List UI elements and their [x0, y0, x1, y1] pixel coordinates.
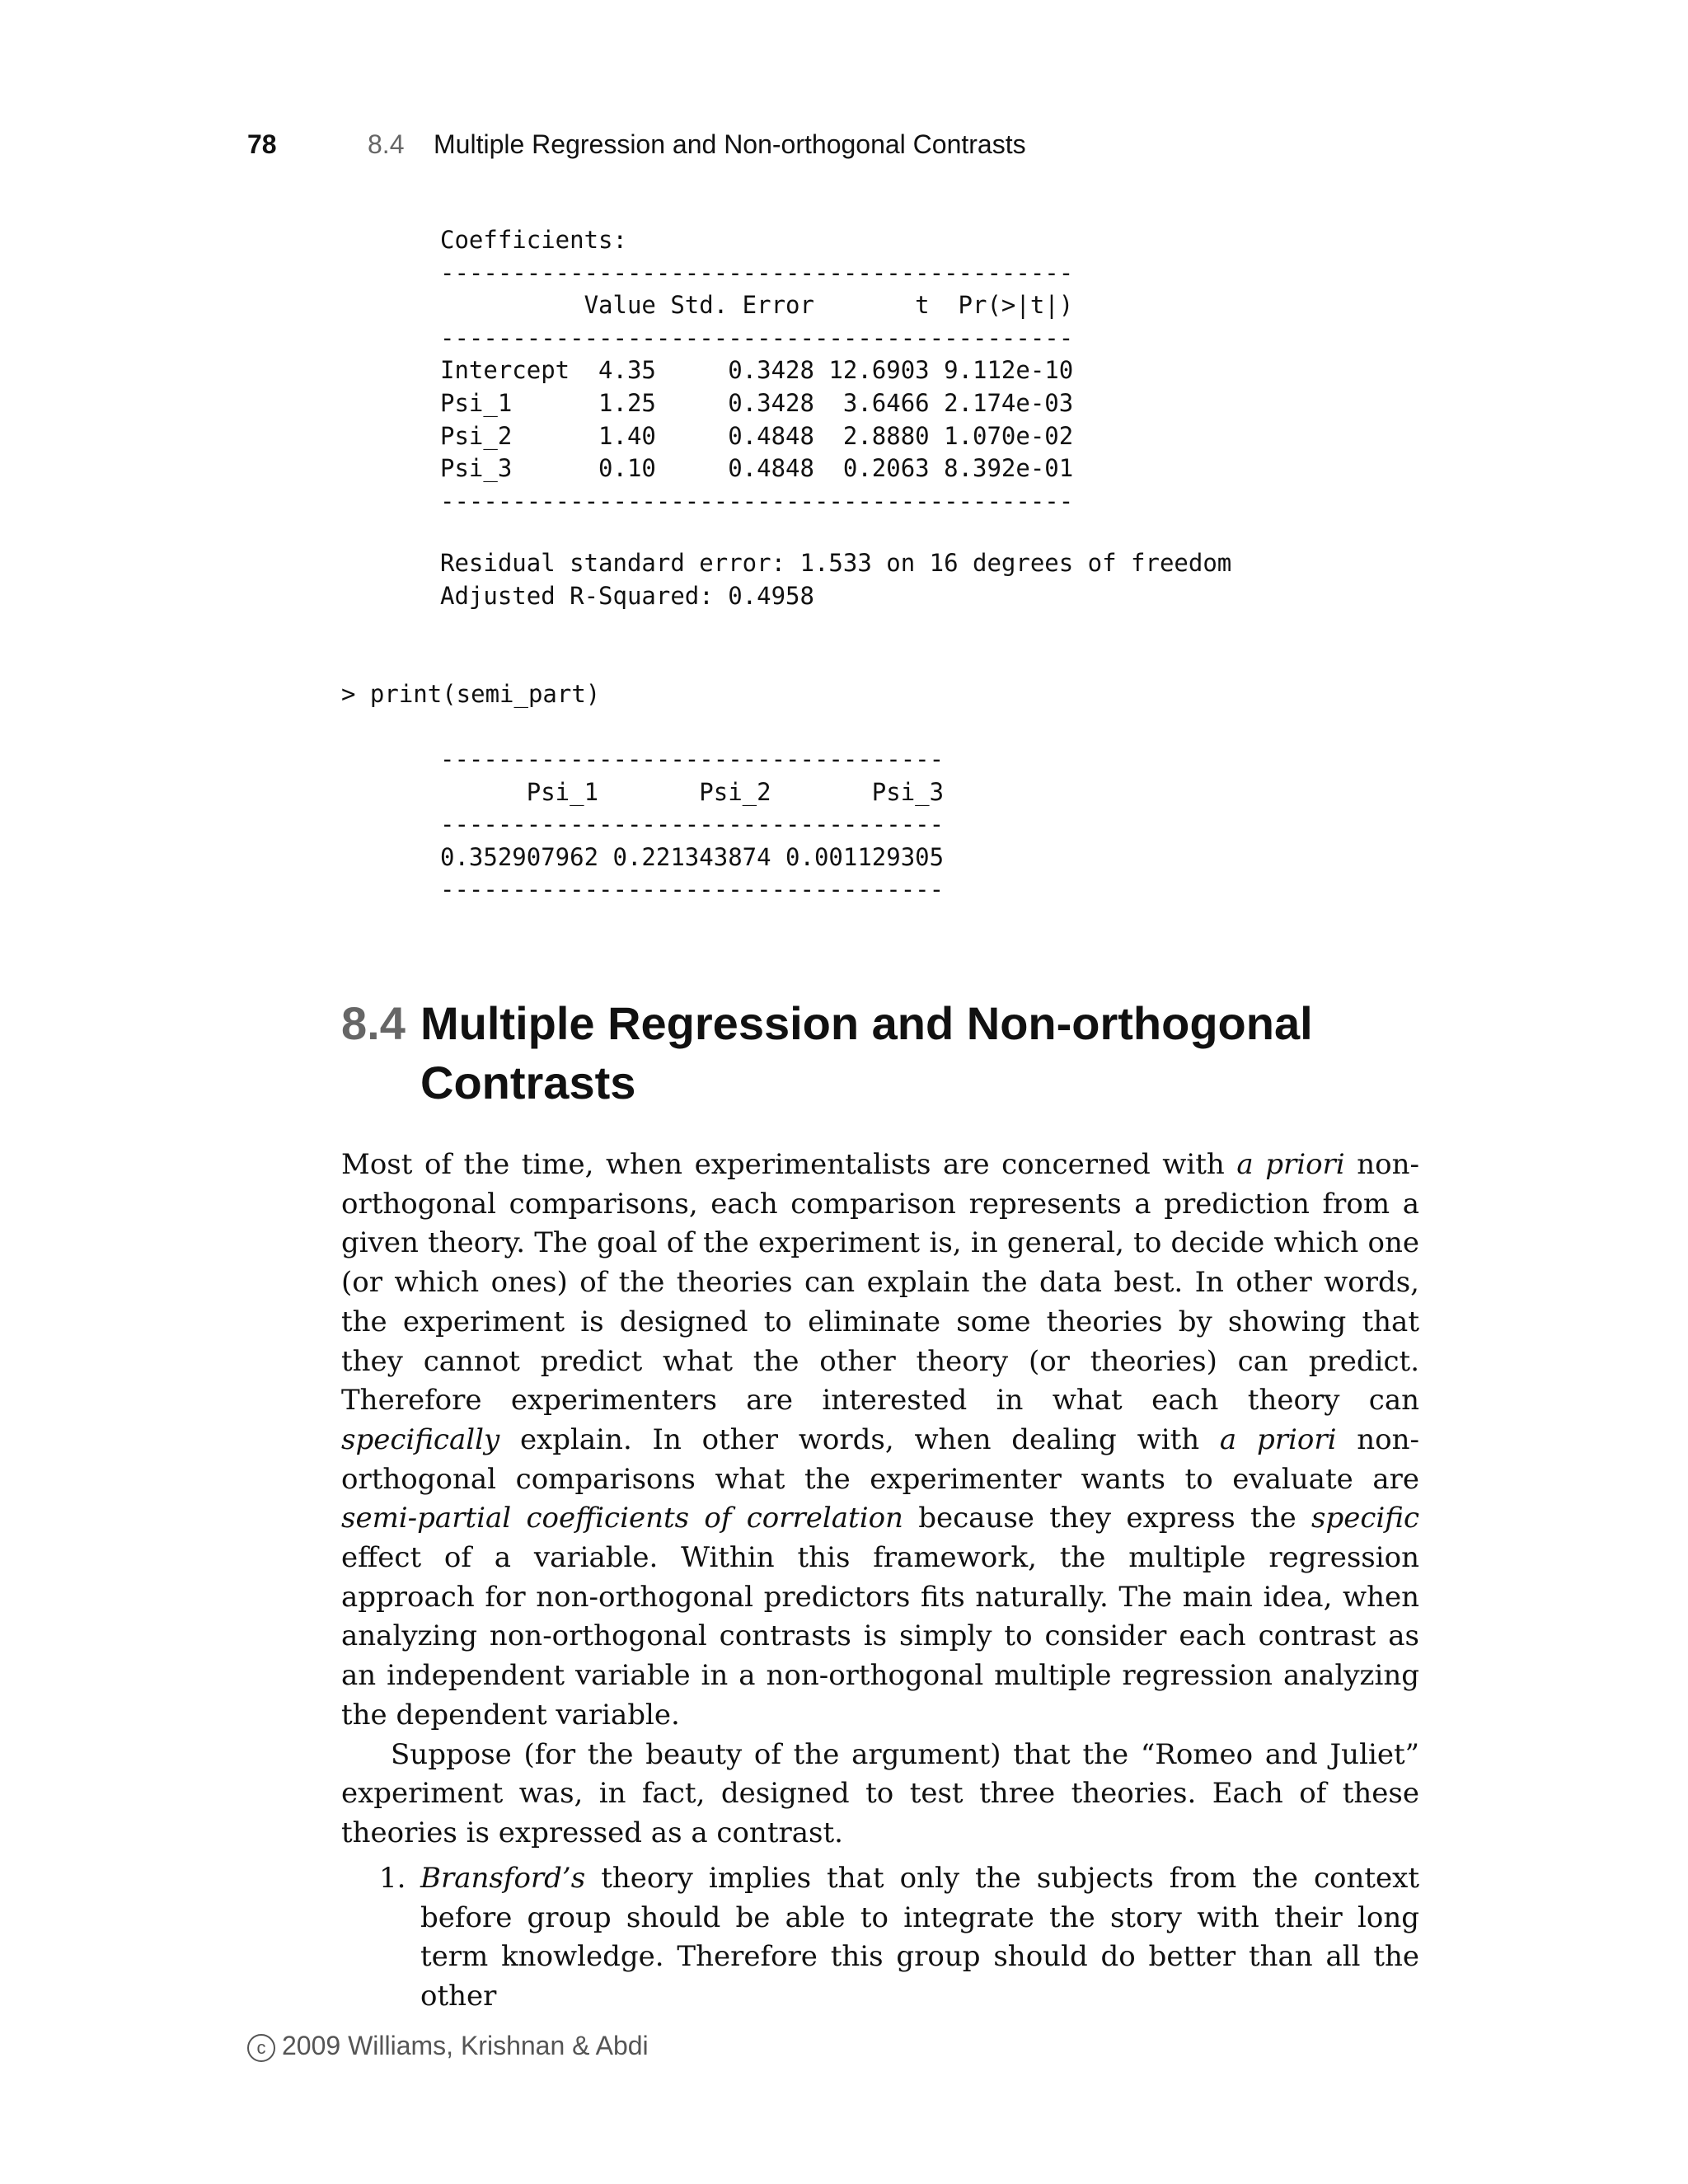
copyright-icon: c [247, 2034, 275, 2062]
coefficients-line: Psi_1 1.25 0.3428 3.6466 2.174e-03 [440, 388, 1074, 417]
paragraph-2 [341, 1736, 1419, 1854]
italic-run: semi-partial coefficients of correlation [341, 1502, 903, 1535]
text-run: non-orthogonal comparisons what the experimenter wants to evaluate are [341, 1422, 1419, 1496]
coefficients-line: Intercept 4.35 0.3428 12.6903 9.112e-10 [440, 356, 1074, 385]
semi-partial-output [440, 743, 944, 907]
paragraph-1 [341, 1146, 1419, 1736]
italic-run: Bransford’s [420, 1862, 586, 1895]
semi-partial-line: Psi_1 Psi_2 Psi_3 [440, 777, 945, 806]
coefficients-line: -------------------------------------------- [440, 323, 1074, 352]
copyright-text: 2009 Williams, Krishnan & Abdi [282, 2031, 649, 2060]
semi-partial-line: ----------------------------------- [440, 745, 945, 773]
coefficients-line: Coefficients: [440, 226, 627, 254]
residual-line: Residual standard error: 1.533 on 16 degrees of freedom [440, 549, 1232, 577]
text-run: theory implies that only the subjects from the context before group should be able to integrate the story with their long term knowledge. Therefore this group should do better than all the other [420, 1862, 1419, 2013]
coefficients-line: -------------------------------------------- [440, 486, 1074, 515]
text-run: non-orthogonal comparisons, each comparison represents a prediction from a given theory. The goal of the experiment is, in general, to decide which one (or which ones) of the theories can explain the data best. In other words, the experiment is designed to eliminate some theories by showing that they cannot predict what the other theory (or theories) can predict. Therefore experimenters are interested in what each theory can [341, 1148, 1419, 1418]
page-number: 78 [247, 129, 277, 159]
semi-partial-line: 0.352907962 0.221343874 0.001129305 [440, 842, 945, 871]
text-run: because they express the [903, 1502, 1312, 1535]
italic-run: a priori [1236, 1148, 1345, 1181]
coefficients-line: Value Std. Error t Pr(>|t|) [440, 291, 1074, 320]
text-run: effect of a variable. Within this framework, the multiple regression approach for non-orthogonal predictors fits naturally. The main idea, when analyzing non-orthogonal contrasts is simply to consider each contrast as an independent variable in a non-orthogonal multiple regression analyzing the dependent variable. [341, 1541, 1419, 1732]
list-item [341, 1859, 1419, 2017]
semi-partial-line: ----------------------------------- [440, 875, 945, 904]
text-run: Suppose (for the beauty of the argument) that the “Romeo and Juliet” experiment was, in fact, designed to test three theories. Each of these theories is expressed as a contrast. [341, 1737, 1419, 1849]
text-run: explain. In other words, when dealing with [499, 1422, 1220, 1456]
coefficients-line: -------------------------------------------- [440, 258, 1074, 287]
semi-partial-line: ----------------------------------- [440, 810, 945, 839]
italic-run: specifically [341, 1422, 500, 1456]
numbered-list [341, 1859, 1419, 2017]
r-prompt: > print(semi_part) [341, 680, 601, 708]
italic-run: a priori [1219, 1422, 1337, 1456]
coefficients-line: Psi_3 0.10 0.4848 0.2063 8.392e-01 [440, 454, 1074, 483]
text-run: Most of the time, when experimentalists are concerned with [341, 1148, 1237, 1181]
coefficients-line: Psi_2 1.40 0.4848 2.8880 1.070e-02 [440, 421, 1074, 450]
residual-output [440, 547, 1231, 612]
italic-run: specific [1311, 1502, 1419, 1535]
header-section-number: 8.4 [368, 129, 405, 159]
header-section-title: Multiple Regression and Non-orthogonal Contrasts [434, 129, 1026, 159]
section-title: Multiple Regression and Non-orthogonal Contrasts [420, 997, 1313, 1108]
section-number: 8.4 [341, 997, 406, 1049]
body-text [341, 1146, 1419, 1854]
copyright-footer [247, 2031, 649, 2062]
residual-line: Adjusted R-Squared: 0.4958 [440, 581, 814, 610]
coefficients-output [440, 224, 1073, 518]
list-marker: 1. [379, 1862, 406, 1895]
